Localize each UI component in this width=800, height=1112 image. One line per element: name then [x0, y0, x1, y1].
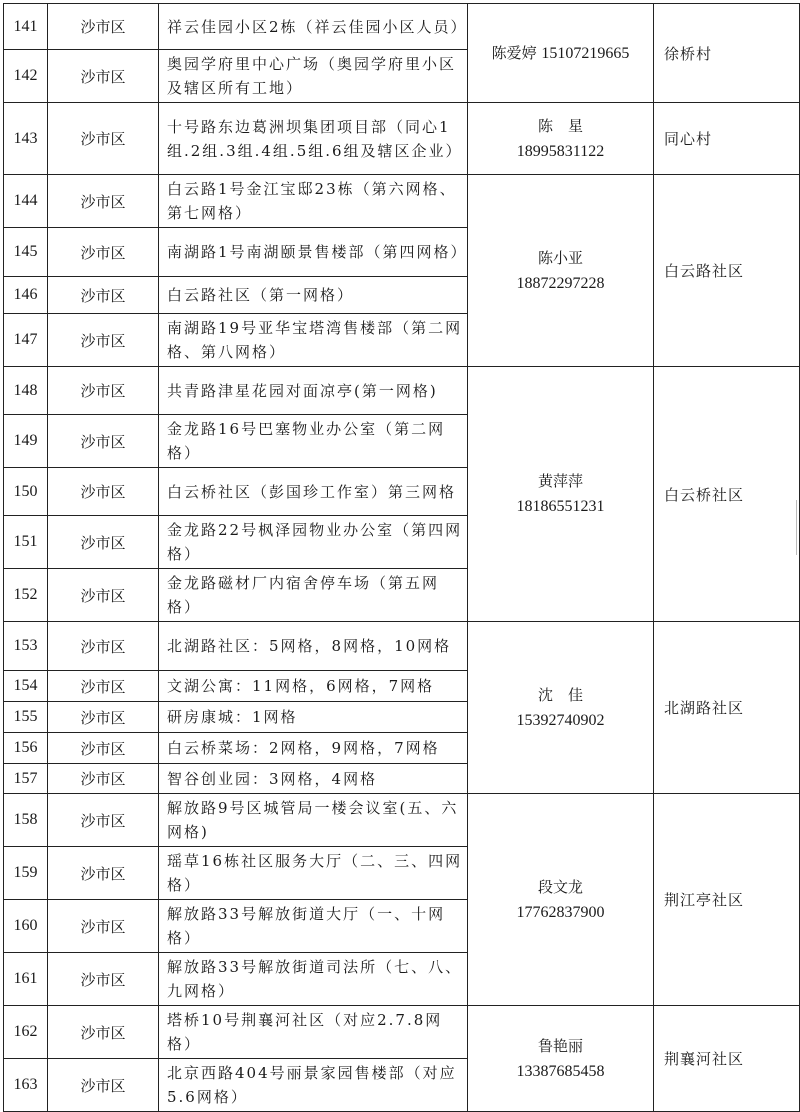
row-number: 160 [4, 900, 48, 953]
row-number: 156 [4, 733, 48, 764]
contact-cell [468, 794, 654, 1006]
district-cell: 沙市区 [48, 468, 159, 516]
row-number: 147 [4, 314, 48, 367]
district-cell: 沙市区 [48, 764, 159, 794]
location-cell: 研房康城：1网格 [159, 702, 468, 733]
contact-cell [468, 1006, 654, 1112]
district-cell: 沙市区 [48, 1059, 159, 1112]
row-number: 152 [4, 569, 48, 622]
page-edge-mark [796, 500, 799, 555]
row-number: 163 [4, 1059, 48, 1112]
district-cell: 沙市区 [48, 415, 159, 468]
row-number: 144 [4, 175, 48, 228]
row-number: 155 [4, 702, 48, 733]
location-cell: 南湖路1号南湖颐景售楼部（第四网格） [159, 228, 468, 277]
table-row [4, 622, 800, 671]
contact-cell [468, 4, 654, 103]
contact-name: 鲁艳丽 [537, 1036, 583, 1055]
row-number: 154 [4, 671, 48, 702]
location-cell: 解放路33号解放街道司法所（七、八、九网格） [159, 953, 468, 1006]
contact-phone: 18872297228 [516, 274, 605, 292]
table-row [4, 794, 800, 847]
contact-cell [468, 103, 654, 175]
contact-phone: 13387685458 [516, 1062, 605, 1080]
contact-phone: 18995831122 [516, 142, 605, 160]
community-cell: 同心村 [654, 103, 800, 175]
location-cell: 白云路社区（第一网格） [159, 277, 468, 314]
row-number: 153 [4, 622, 48, 671]
district-cell: 沙市区 [48, 277, 159, 314]
table-row [4, 4, 800, 50]
location-cell: 北湖路社区：5网格，8网格，10网格 [159, 622, 468, 671]
location-cell: 解放路33号解放街道大厅（一、十网格） [159, 900, 468, 953]
row-number: 159 [4, 847, 48, 900]
contact-phone: 17762837900 [516, 903, 605, 921]
district-cell: 沙市区 [48, 622, 159, 671]
contact-name: 陈爱婷 [491, 43, 537, 62]
row-number: 141 [4, 4, 48, 50]
location-cell: 北京西路404号丽景家园售楼部（对应5.6网格） [159, 1059, 468, 1112]
contact-phone: 18186551231 [516, 498, 605, 515]
contact-cell [468, 367, 654, 622]
location-cell: 文湖公寓：11网格，6网格，7网格 [159, 671, 468, 702]
location-cell: 十号路东边葛洲坝集团项目部（同心1组.2组.3组.4组.5组.6组及辖区企业） [159, 103, 468, 175]
district-cell: 沙市区 [48, 847, 159, 900]
contact-cell [468, 622, 654, 794]
testing-sites-table [3, 3, 800, 1112]
community-cell: 荆江亭社区 [654, 794, 800, 1006]
row-number: 146 [4, 277, 48, 314]
contact-name: 段文龙 [537, 877, 583, 896]
table-row [4, 367, 800, 415]
contact-name: 陈 星 [537, 116, 583, 135]
district-cell: 沙市区 [48, 569, 159, 622]
location-cell: 金龙路22号枫泽园物业办公室（第四网格） [159, 516, 468, 569]
contact-phone: 15392740902 [516, 711, 605, 729]
district-cell: 沙市区 [48, 367, 159, 415]
location-cell: 瑶草16栋社区服务大厅（二、三、四网格） [159, 847, 468, 900]
row-number: 142 [4, 50, 48, 103]
row-number: 162 [4, 1006, 48, 1059]
location-cell: 塔桥10号荆襄河社区（对应2.7.8网格） [159, 1006, 468, 1059]
location-cell: 共青路津星花园对面凉亭(第一网格) [159, 367, 468, 415]
community-cell: 北湖路社区 [654, 622, 800, 794]
location-cell: 解放路9号区城管局一楼会议室(五、六网格) [159, 794, 468, 847]
table-row [4, 103, 800, 175]
district-cell: 沙市区 [48, 516, 159, 569]
district-cell: 沙市区 [48, 702, 159, 733]
contact-phone: 15107219665 [541, 44, 630, 62]
district-cell: 沙市区 [48, 1006, 159, 1059]
table-row [4, 175, 800, 228]
district-cell: 沙市区 [48, 900, 159, 953]
location-cell: 白云路1号金江宝邸23栋（第六网格、第七网格） [159, 175, 468, 228]
row-number: 151 [4, 516, 48, 569]
location-cell: 祥云佳园小区2栋（祥云佳园小区人员） [159, 4, 468, 50]
row-number: 145 [4, 228, 48, 277]
community-cell: 白云路社区 [654, 175, 800, 367]
row-number: 148 [4, 367, 48, 415]
row-number: 157 [4, 764, 48, 794]
row-number: 150 [4, 468, 48, 516]
contact-name: 黄萍萍 [537, 472, 583, 490]
district-cell: 沙市区 [48, 794, 159, 847]
location-cell: 智谷创业园：3网格，4网格 [159, 764, 468, 794]
contact-name: 沈 佳 [537, 685, 583, 704]
district-cell: 沙市区 [48, 175, 159, 228]
table-row [4, 1006, 800, 1059]
location-cell: 白云桥社区（彭国珍工作室）第三网格 [159, 468, 468, 516]
location-cell: 南湖路19号亚华宝塔湾售楼部（第二网格、第八网格） [159, 314, 468, 367]
contact-cell [468, 175, 654, 367]
location-cell: 白云桥菜场：2网格，9网格，7网格 [159, 733, 468, 764]
community-cell: 徐桥村 [654, 4, 800, 103]
district-cell: 沙市区 [48, 103, 159, 175]
district-cell: 沙市区 [48, 50, 159, 103]
district-cell: 沙市区 [48, 228, 159, 277]
district-cell: 沙市区 [48, 733, 159, 764]
location-cell: 金龙路磁材厂内宿舍停车场（第五网格） [159, 569, 468, 622]
community-cell: 荆襄河社区 [654, 1006, 800, 1112]
community-cell: 白云桥社区 [654, 367, 800, 622]
location-cell: 金龙路16号巴塞物业办公室（第二网格） [159, 415, 468, 468]
row-number: 158 [4, 794, 48, 847]
location-cell: 奥园学府里中心广场（奥园学府里小区及辖区所有工地） [159, 50, 468, 103]
row-number: 143 [4, 103, 48, 175]
district-cell: 沙市区 [48, 953, 159, 1006]
district-cell: 沙市区 [48, 4, 159, 50]
row-number: 161 [4, 953, 48, 1006]
contact-name: 陈小亚 [537, 248, 583, 267]
row-number: 149 [4, 415, 48, 468]
district-cell: 沙市区 [48, 671, 159, 702]
district-cell: 沙市区 [48, 314, 159, 367]
